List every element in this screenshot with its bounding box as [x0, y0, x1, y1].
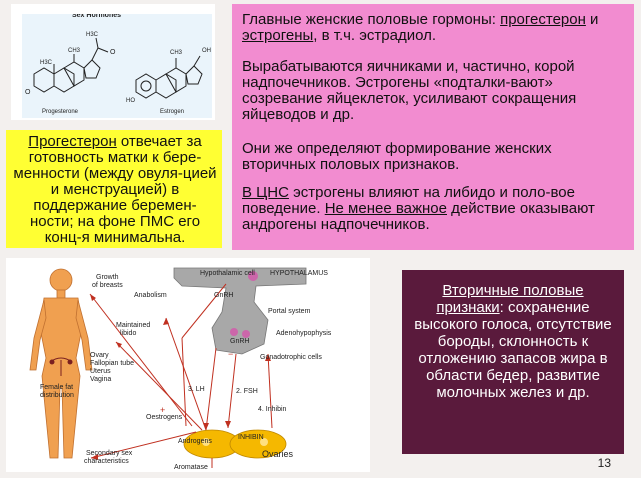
text: и: [585, 11, 599, 28]
paragraph-main-hormones: [242, 12, 626, 44]
paragraph-secondary-traits: Они же определяют формирование женских вторичных половых признаков.: [242, 140, 552, 173]
label-hypothalamus: HYPOTHALAMUS: [270, 270, 328, 277]
label-libido: libido: [120, 330, 137, 337]
secondary-traits-text: [410, 282, 616, 401]
progesterone-label: Progesterone: [42, 109, 79, 115]
chem-label: CH3: [68, 48, 81, 54]
hormone-diagram: [6, 258, 370, 472]
label-aromatase: Aromatase: [174, 464, 208, 471]
label-ovary: Ovary: [90, 352, 109, 359]
label-ovaries: Ovaries: [262, 449, 294, 459]
chem-label: O: [110, 49, 116, 56]
text: действие оказывают андрогены надпочечников.: [242, 200, 595, 233]
text: , в т.ч. эстрадиол.: [313, 27, 437, 44]
secondary-traits-term: Вторичные половые признаки: [436, 282, 584, 316]
label-gonadotrophic-cells: Gonadotrophic cells: [260, 354, 322, 361]
progesterone-panel: [6, 130, 222, 248]
label-adenohypophysis: Adenohypophysis: [276, 330, 332, 337]
steroid-structures: [22, 14, 212, 118]
label-fallopian-tube: Fallopian tube: [90, 360, 134, 367]
estrogen-label: Estrogen: [160, 109, 185, 115]
label-lh: 3. LH: [188, 386, 205, 393]
label-oestrogens: Oestrogens: [146, 414, 183, 421]
label-characteristics: characteristics: [84, 458, 129, 465]
label-portal-system: Portal system: [268, 308, 311, 315]
paragraph-production: Вырабатываются яичниками и, частично, корой надпочечников. Эстрогены «подталки-вают» созревание яйцеклеток, усиливают сокращения яйцеводов и др.: [242, 58, 577, 123]
text: Главные женские половые гормоны:: [242, 11, 501, 28]
chem-label: CH3: [170, 50, 183, 56]
label-female-fat: Female fat: [40, 384, 74, 391]
label-vagina: Vagina: [90, 376, 112, 383]
label-anabolism: Anabolism: [134, 292, 167, 299]
progesterone-text: [12, 134, 218, 246]
chem-label: HO: [126, 98, 135, 104]
label-uterus: Uterus: [90, 368, 111, 375]
chem-label: OH: [202, 48, 211, 54]
label-androgens: Androgens: [178, 438, 212, 445]
chem-image: [22, 14, 212, 118]
chem-label: O: [25, 89, 31, 96]
cns-term: В ЦНС: [242, 184, 289, 201]
label-inhibin: INHIBIN: [238, 434, 264, 441]
emphasis-term: Не менее важное: [324, 200, 447, 217]
minus-sign: −: [228, 349, 234, 359]
chem-label: H3C: [86, 32, 99, 38]
label-growth: Growth: [96, 274, 119, 281]
label-secondary-sex: Secondary sex: [86, 450, 133, 457]
secondary-traits-panel: [402, 270, 624, 454]
label-of-breasts: of breasts: [92, 282, 123, 289]
label-gnrh-2: GnRH: [230, 338, 250, 345]
estrogens-term: эстрогены: [242, 27, 314, 44]
chem-label: H3C: [40, 60, 53, 66]
paragraph-cns: [242, 185, 626, 233]
chem-title: Sex Hormones: [72, 14, 122, 19]
label-inhibin-number: 4. Inhibin: [258, 406, 287, 413]
page-number: 13: [597, 456, 611, 470]
label-hypothalamic-cell: Hypothalamic cell: [200, 270, 255, 277]
label-maintained: Maintained: [116, 322, 151, 329]
chemical-structures-panel: [11, 4, 215, 120]
text: эстрогены влияют на либидо и поло-вое поведение.: [242, 184, 575, 217]
progesterone-term: прогестерон: [500, 11, 586, 28]
label-fsh: 2. FSH: [236, 388, 258, 395]
label-gnrh: GnRH: [214, 292, 234, 299]
plus-sign: +: [160, 405, 166, 415]
progesterone-term: Прогестерон: [28, 133, 117, 150]
text: отвечает за готовность матки к бере-менности (между овуля-цией и менструацией) в поддержание беремен-ности; на фоне ПМС его конц-я минимальна.: [13, 133, 217, 246]
label-distribution: distribution: [40, 392, 74, 399]
text: : сохранение высокого голоса, отсутствие бороды, склонность к отложению запасов жира в области бедер, развитие молочных желез и др.: [414, 299, 612, 401]
hormones-text-panel: [232, 4, 634, 250]
